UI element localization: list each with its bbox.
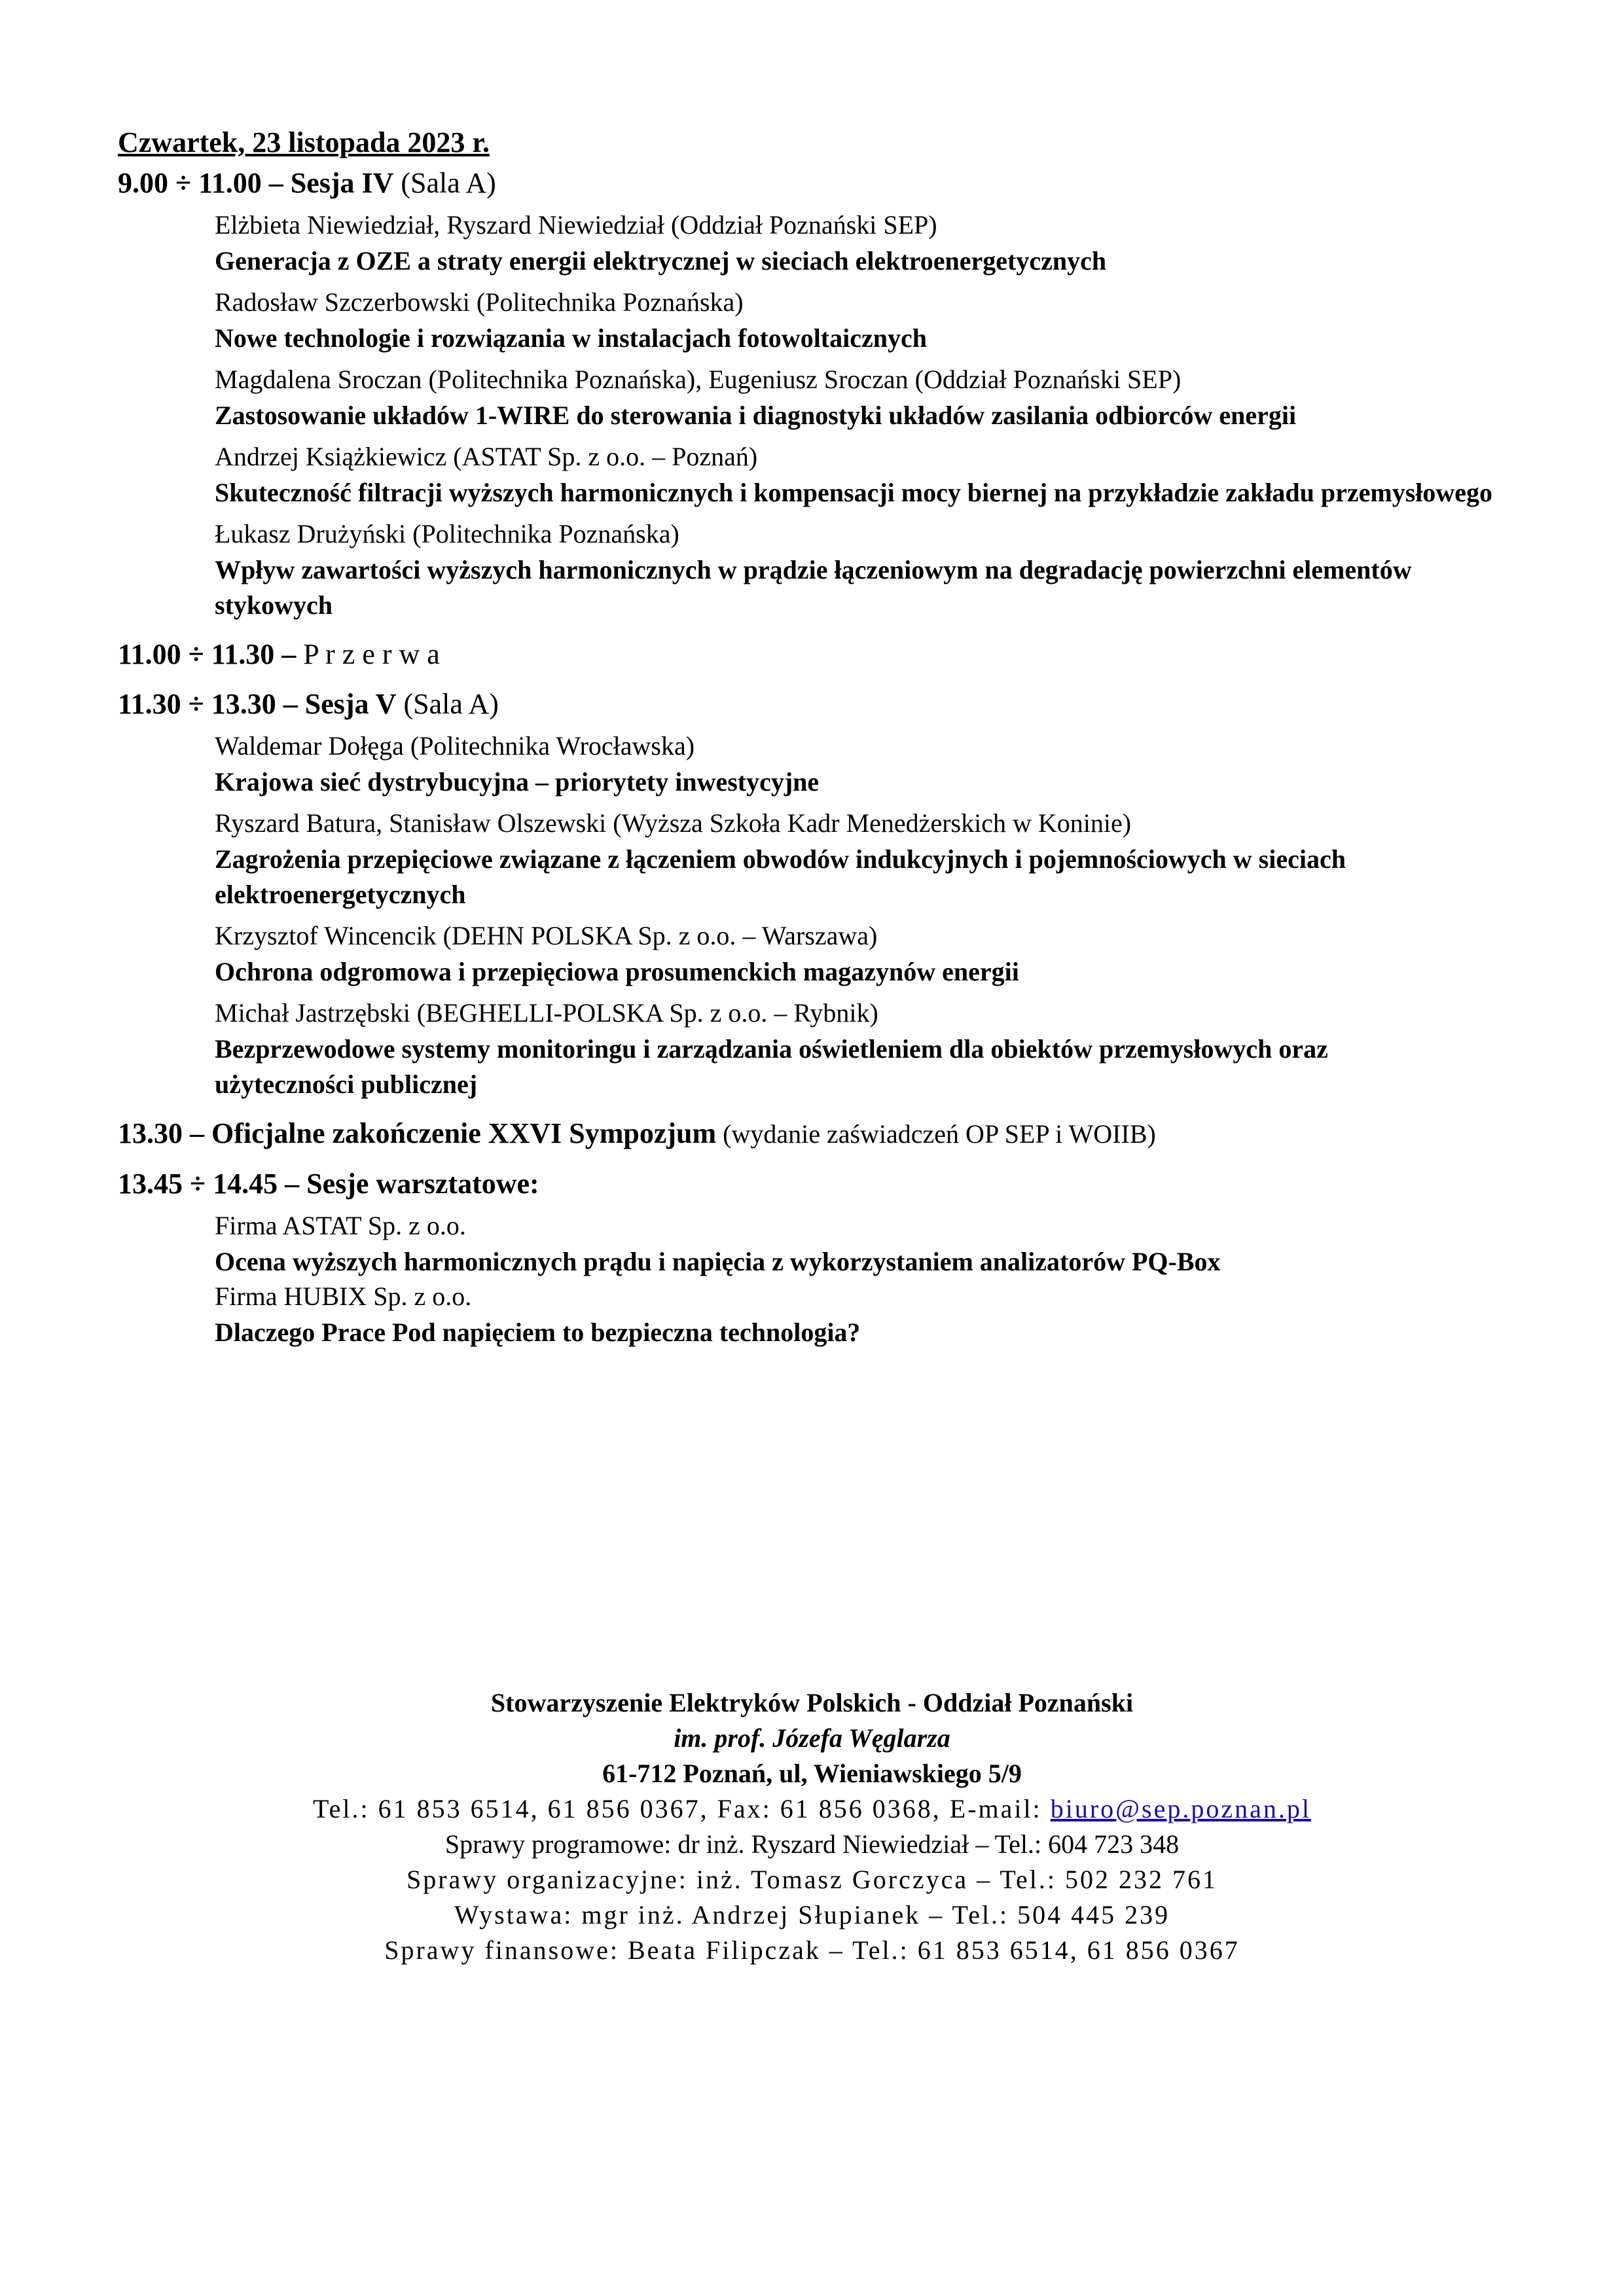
closing-note: (wydanie zaświadczeń OP SEP i WOIIB) bbox=[716, 1119, 1156, 1149]
workshop-company: Firma HUBIX Sp. z o.o. bbox=[215, 1282, 472, 1311]
talk-author: Waldemar Dołęga (Politechnika Wrocławska) bbox=[215, 731, 695, 761]
talk-title: Zagrożenia przepięciowe związane z łączeniem obwodów indukcyjnych i pojemnościowych w sieciach elektroenergetycznych bbox=[215, 844, 1346, 909]
talk-item bbox=[215, 440, 1525, 511]
session-room: (Sala A) bbox=[393, 167, 496, 199]
closing-heading bbox=[118, 1115, 1525, 1153]
program-contact: Sprawy programowe: dr inż. Ryszard Niewiedział – Tel.: 604 723 348 bbox=[444, 1829, 1180, 1859]
session-room: (Sala A) bbox=[396, 688, 499, 720]
workshop-time: 13.45 ÷ 14.45 – Sesje warsztatowe: bbox=[118, 1168, 539, 1200]
email-link[interactable]: biuro@sep.poznan.pl bbox=[1050, 1794, 1311, 1823]
talk-title: Skuteczność filtracji wyższych harmonicznych i kompensacji mocy biernej na przykładzie zakładu przemysłowego bbox=[215, 478, 1493, 507]
day-title: Czwartek, 23 listopada 2023 r. bbox=[118, 126, 490, 158]
session-block-iv bbox=[118, 165, 1525, 623]
organizer-name: Stowarzyszenie Elektryków Polskich - Oddział Poznański bbox=[490, 1688, 1134, 1717]
organization-contact: Sprawy organizacyjne: inż. Tomasz Gorczyca – Tel.: 502 232 761 bbox=[406, 1865, 1218, 1894]
talk-item bbox=[215, 363, 1525, 433]
session-time: 11.30 ÷ 13.30 – Sesja V bbox=[118, 688, 397, 720]
talk-title: Wpływ zawartości wyższych harmonicznych w prądzie łączeniowym na degradację powierzchni elementów stykowych bbox=[215, 555, 1412, 620]
talk-item bbox=[215, 285, 1525, 356]
session-heading bbox=[118, 165, 1525, 202]
talk-title: Ochrona odgromowa i przepięciowa prosumenckich magazynów energii bbox=[215, 957, 1019, 986]
break-time: 11.00 ÷ 11.30 – bbox=[118, 638, 297, 670]
talk-author: Krzysztof Wincencik (DEHN POLSKA Sp. z o.o. – Warszawa) bbox=[215, 921, 878, 950]
workshop-title: Dlaczego Prace Pod napięciem to bezpieczna technologia? bbox=[215, 1318, 861, 1347]
talk-title: Bezprzewodowe systemy monitoringu i zarządzania oświetleniem dla obiektów przemysłowych oraz użyteczności publicznej bbox=[215, 1034, 1328, 1099]
session-items bbox=[118, 208, 1525, 623]
talk-item bbox=[215, 996, 1525, 1102]
talk-item bbox=[215, 919, 1525, 990]
talk-author: Elżbieta Niewiedział, Ryszard Niewiedział (Oddział Poznański SEP) bbox=[215, 210, 937, 240]
contact-line bbox=[0, 1791, 1624, 1827]
talk-item bbox=[215, 729, 1525, 800]
break-block bbox=[118, 636, 1525, 673]
talk-author: Radosław Szczerbowski (Politechnika Poznańska) bbox=[215, 287, 744, 317]
talk-title: Zastosowanie układów 1-WIRE do sterowania i diagnostyki układów zasilania odbiorców energii bbox=[215, 401, 1297, 430]
talk-item bbox=[215, 517, 1525, 623]
talk-author: Ryszard Batura, Stanisław Olszewski (Wyższa Szkoła Kadr Menedżerskich w Koninie) bbox=[215, 808, 1132, 838]
program-section bbox=[118, 124, 1525, 1357]
talk-title: Nowe technologie i rozwiązania w instalacjach fotowoltaicznych bbox=[215, 323, 927, 353]
workshop-block bbox=[118, 1166, 1525, 1350]
workshop-items bbox=[118, 1209, 1525, 1350]
closing-title: 13.30 – Oficjalne zakończenie XXVI Sympozjum bbox=[118, 1117, 717, 1149]
organizer-address: 61-712 Poznań, ul, Wieniawskiego 5/9 bbox=[602, 1759, 1022, 1788]
talk-item bbox=[215, 208, 1525, 279]
finance-contact: Sprawy finansowe: Beata Filipczak – Tel.: 61 853 6514, 61 856 0367 bbox=[384, 1935, 1240, 1965]
break-label: P r z e r w a bbox=[296, 638, 440, 670]
closing-block bbox=[118, 1115, 1525, 1153]
talk-title: Generacja z OZE a straty energii elektrycznej w sieciach elektroenergetycznych bbox=[215, 246, 1107, 276]
organizer-footer bbox=[0, 1685, 1624, 1968]
session-block-v bbox=[118, 686, 1525, 1102]
talk-title: Krajowa sieć dystrybucyjna – priorytety inwestycyjne bbox=[215, 767, 820, 797]
talk-item bbox=[215, 806, 1525, 912]
workshop-title: Ocena wyższych harmonicznych prądu i napięcia z wykorzystaniem analizatorów PQ-Box bbox=[215, 1247, 1221, 1276]
exhibition-contact: Wystawa: mgr inż. Andrzej Słupianek – Tel.: 504 445 239 bbox=[454, 1900, 1170, 1929]
workshop-item bbox=[215, 1209, 1525, 1280]
organizer-patron: im. prof. Józefa Węglarza bbox=[674, 1723, 950, 1753]
talk-author: Łukasz Drużyński (Politechnika Poznańska) bbox=[215, 519, 679, 548]
talk-author: Michał Jastrzębski (BEGHELLI-POLSKA Sp. z o.o. – Rybnik) bbox=[215, 998, 878, 1028]
contact-phones: Tel.: 61 853 6514, 61 856 0367, Fax: 61 856 0368, E-mail: bbox=[313, 1794, 1051, 1823]
break-heading bbox=[118, 636, 1525, 673]
workshop-heading bbox=[118, 1166, 1525, 1202]
talk-author: Magdalena Sroczan (Politechnika Poznańska), Eugeniusz Sroczan (Oddział Poznański SEP) bbox=[215, 365, 1182, 394]
workshop-item bbox=[215, 1280, 1525, 1350]
talk-author: Andrzej Książkiewicz (ASTAT Sp. z o.o. – Poznań) bbox=[215, 442, 758, 471]
session-time: 9.00 ÷ 11.00 – Sesja IV bbox=[118, 167, 394, 199]
session-items bbox=[118, 729, 1525, 1102]
session-heading bbox=[118, 686, 1525, 723]
workshop-company: Firma ASTAT Sp. z o.o. bbox=[215, 1211, 466, 1240]
